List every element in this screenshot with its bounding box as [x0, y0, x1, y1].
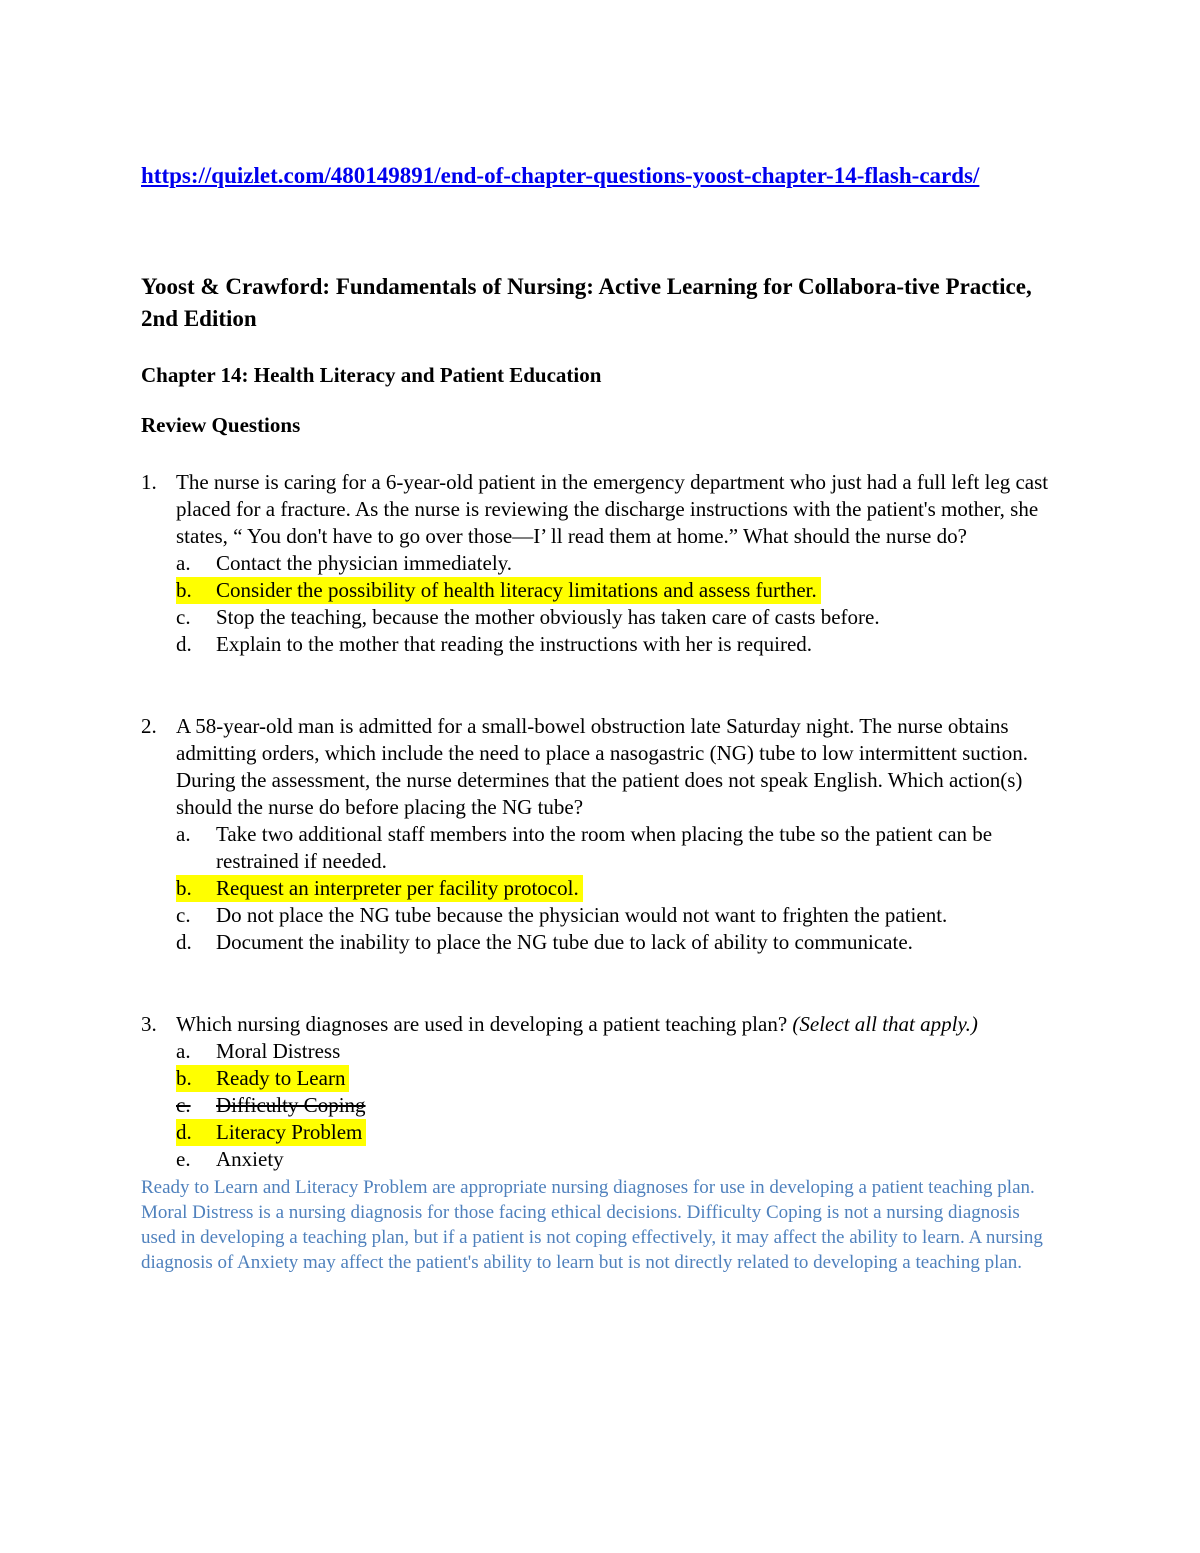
option-text: Take two additional staff members into the room when placing the tube so the patient can be restrained if needed. — [216, 822, 993, 873]
answer-option-a — [176, 821, 1061, 875]
option-label: e. — [176, 1147, 191, 1171]
option-text: Do not place the NG tube because the physician would not want to frighten the patient. — [216, 903, 948, 927]
document-page — [141, 160, 1061, 1275]
question-3 — [141, 1011, 1061, 1275]
question-number: 1. — [141, 470, 157, 494]
answer-options — [176, 550, 1061, 658]
option-text: Explain to the mother that reading the instructions with her is required. — [216, 632, 813, 656]
option-text: Literacy Problem — [216, 1120, 363, 1144]
question-number: 2. — [141, 714, 157, 738]
option-label: c. — [176, 1093, 191, 1117]
question-instruction: (Select all that apply.) — [792, 1012, 978, 1036]
answer-option-a — [176, 550, 1061, 577]
answer-options — [176, 1038, 1061, 1173]
answer-rationale: Ready to Learn and Literacy Problem are appropriate nursing diagnoses for use in developing a patient teaching plan. Moral Distress is a nursing diagnosis for those facing ethical decisions. Difficulty Coping is not a nursing diagnosis used in developing a teaching plan, but if a patient is not coping effectively, it may affect the ability to learn. A nursing diagnosis of Anxiety may affect the patient's ability to learn but is not directly related to developing a teaching plan. — [141, 1177, 1043, 1273]
answer-option-c — [176, 604, 1061, 631]
option-label: a. — [176, 551, 191, 575]
answer-option-e — [176, 1146, 1061, 1173]
option-label: a. — [176, 1039, 191, 1063]
question-1 — [141, 469, 1061, 658]
question-text-wrapper — [176, 1011, 1061, 1038]
option-label: a. — [176, 822, 191, 846]
answer-option-c — [176, 902, 1061, 929]
answer-options — [176, 821, 1061, 956]
option-label: c. — [176, 903, 191, 927]
chapter-title: Chapter 14: Health Literacy and Patient Education — [141, 363, 602, 387]
question-text: Which nursing diagnoses are used in developing a patient teaching plan? — [176, 1012, 788, 1036]
question-text: A 58-year-old man is admitted for a small-bowel obstruction late Saturday night. The nurse obtains admitting orders, which include the need to place a nasogastric (NG) tube to low intermittent suction. During the assessment, the nurse determines that the patient does not speak English. Which action(s) should the nurse do before placing the NG tube? — [176, 714, 1029, 819]
answer-option-d — [176, 929, 1061, 956]
option-text: Contact the physician immediately. — [216, 551, 513, 575]
option-label: c. — [176, 605, 191, 629]
option-text: Difficulty Coping — [216, 1093, 366, 1117]
answer-option-b-correct — [176, 875, 583, 902]
option-label: d. — [176, 632, 192, 656]
book-title: Yoost & Crawford: Fundamentals of Nursing: Active Learning for Collabora-tive Practice, 2nd Edition — [141, 274, 1032, 331]
answer-option-b-correct — [176, 1065, 349, 1092]
option-label: b. — [176, 1066, 192, 1090]
option-text: Document the inability to place the NG tube due to lack of ability to communicate. — [216, 930, 913, 954]
answer-option-d — [176, 631, 1061, 658]
option-label: b. — [176, 876, 192, 900]
answer-option-d-correct — [176, 1119, 366, 1146]
option-text: Moral Distress — [216, 1039, 341, 1063]
option-label: d. — [176, 1120, 192, 1144]
answer-option-a — [176, 1038, 1061, 1065]
option-text: Anxiety — [216, 1147, 284, 1171]
option-label: d. — [176, 930, 192, 954]
quizlet-link[interactable]: https://quizlet.com/480149891/end-of-chapter-questions-yoost-chapter-14-flash-cards/ — [141, 163, 980, 188]
option-label: b. — [176, 578, 192, 602]
answer-option-b-correct — [176, 577, 821, 604]
option-text: Ready to Learn — [216, 1066, 346, 1090]
option-text: Consider the possibility of health literacy limitations and assess further. — [216, 578, 817, 602]
option-text: Request an interpreter per facility protocol. — [216, 876, 579, 900]
section-title: Review Questions — [141, 413, 301, 437]
option-text: Stop the teaching, because the mother obviously has taken care of casts before. — [216, 605, 880, 629]
question-number: 3. — [141, 1012, 157, 1036]
question-text: The nurse is caring for a 6-year-old patient in the emergency department who just had a full left leg cast placed for a fracture. As the nurse is reviewing the discharge instructions with the patient's mother, she states, “ You don't have to go over those—I’ ll read them at home.” What should the nurse do? — [176, 470, 1049, 548]
question-2 — [141, 713, 1061, 956]
answer-option-c-struck — [176, 1092, 1061, 1119]
